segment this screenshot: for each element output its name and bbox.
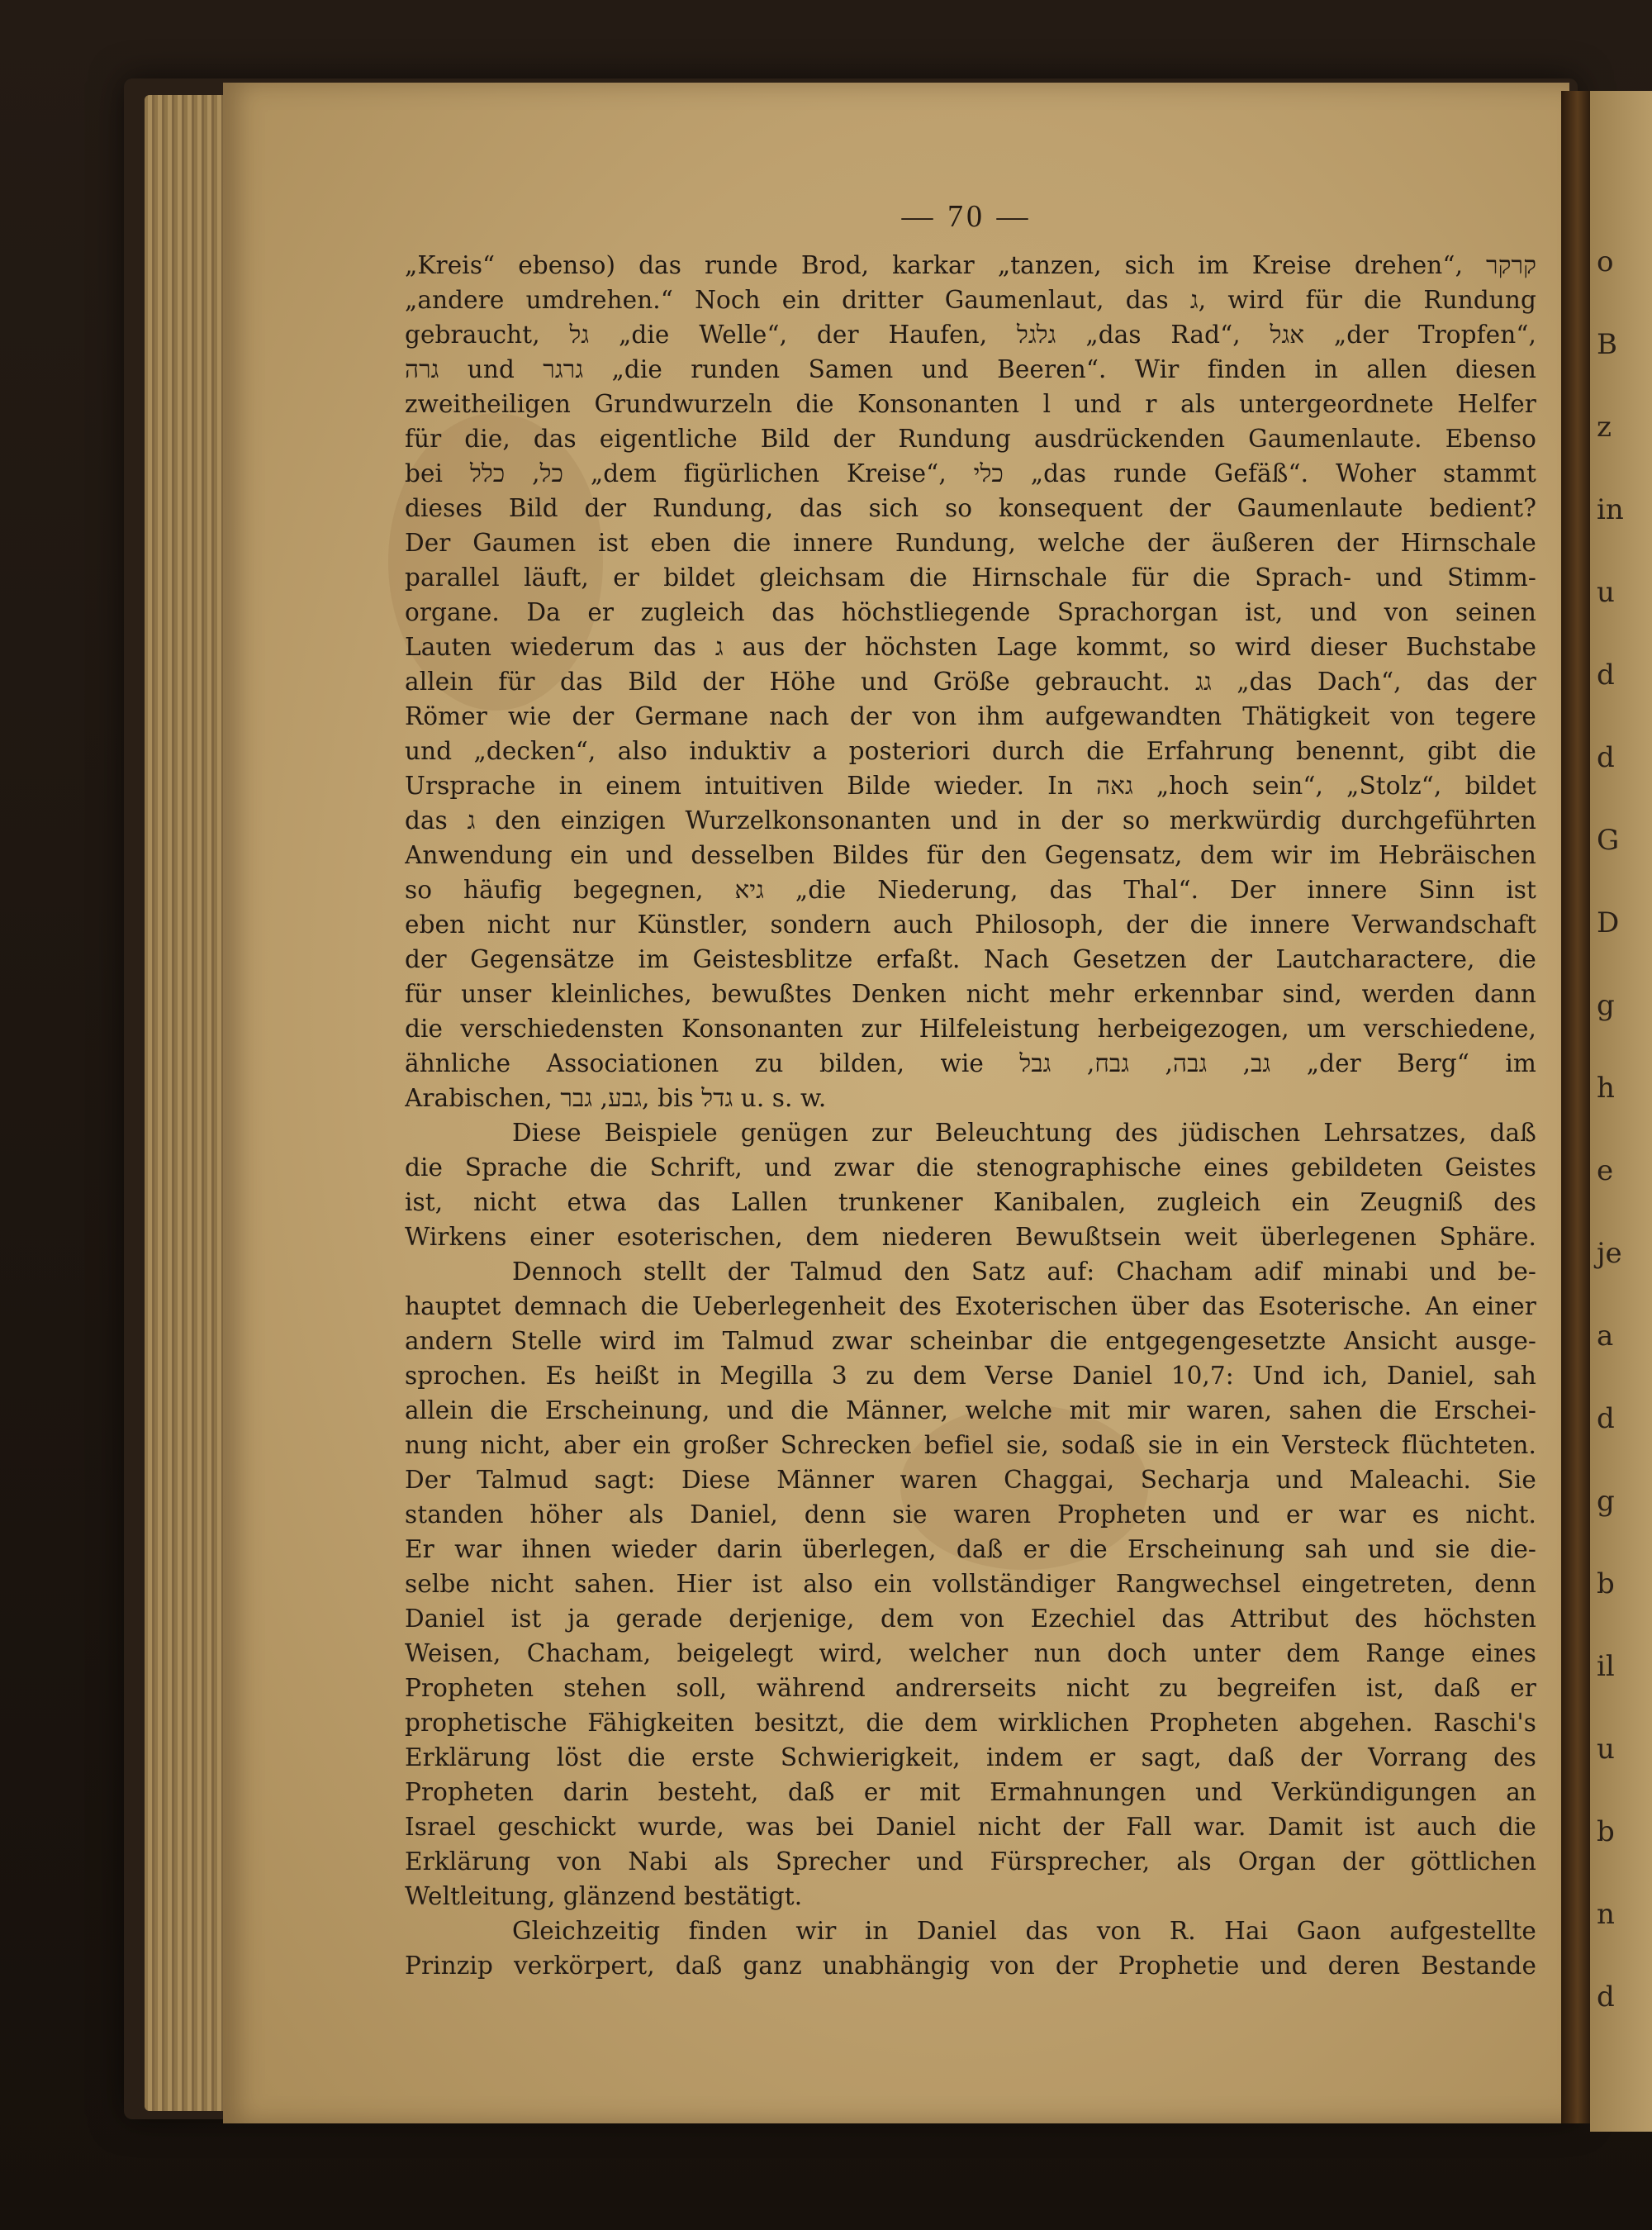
text-line: Der Talmud sagt: Diese Männer waren Chaggai, Secharja und Maleachi. Sie — [405, 1466, 1536, 1494]
adjacent-page-letter: il — [1597, 1650, 1615, 1683]
adjacent-page-letter: n — [1597, 1898, 1615, 1931]
text-line: selbe nicht sahen. Hier ist also ein vollständiger Rangwechsel eingetreten, denn — [405, 1570, 1536, 1598]
text-line: allein die Erscheinung, und die Männer, welche mit mir waren, sahen die Erschei- — [405, 1396, 1536, 1424]
text-line: Der Gaumen ist eben die innere Rundung, welche der äußeren der Hirnschale — [405, 529, 1536, 557]
text-line: „Kreis“ ebenso) das runde Brod, karkar „tanzen, sich im Kreise drehen“, קרקר — [405, 251, 1536, 279]
adjacent-page-letter: B — [1597, 328, 1617, 361]
adjacent-page-letter: d — [1597, 741, 1615, 774]
adjacent-page-letter: je — [1597, 1237, 1622, 1270]
adjacent-page-letter: d — [1597, 659, 1615, 692]
text-line: Weltleitung, glänzend bestätigt. — [405, 1882, 803, 1910]
adjacent-page-letter: G — [1597, 824, 1620, 857]
text-line: zweitheiligen Grundwurzeln die Konsonanten l und r als untergeordnete Helfer — [405, 390, 1536, 418]
text-line: die Sprache die Schrift, und zwar die stenographische eines gebildeten Geistes — [405, 1153, 1536, 1182]
adjacent-page-letter: b — [1597, 1815, 1615, 1848]
adjacent-page-letter: d — [1597, 1980, 1615, 2014]
body-text — [405, 248, 1536, 1983]
adjacent-page-edge — [1590, 91, 1652, 2132]
text-line: Römer wie der Germane nach der von ihm aufgewandten Thätigkeit von tegere — [405, 702, 1536, 730]
text-line: bei כל, כלל „dem figürlichen Kreise“, כלי „das runde Gefäß“. Woher stammt — [405, 459, 1536, 487]
text-line: גרה und גרגר „die runden Samen und Beeren“. Wir finden in allen diesen — [405, 355, 1536, 383]
text-line: Erklärung von Nabi als Sprecher und Fürsprecher, als Organ der göttlichen — [405, 1847, 1536, 1876]
text-line: Weisen, Chacham, beigelegt wird, welcher nun doch unter dem Range eines — [405, 1639, 1536, 1667]
page-edges — [145, 95, 235, 2111]
adjacent-page-letter: D — [1597, 906, 1620, 939]
adjacent-page-letter: d — [1597, 1402, 1615, 1435]
text-line: ähnliche Associationen zu bilden, wie גב, גבה, גבח, גבל „der Berg“ im — [405, 1049, 1536, 1077]
text-line: Er war ihnen wieder darin überlegen, daß er die Erscheinung sah und sie die- — [405, 1535, 1536, 1563]
adjacent-page-letter: b — [1597, 1567, 1615, 1600]
text-line: organe. Da er zugleich das höchstliegende Sprachorgan ist, und von seinen — [405, 598, 1536, 626]
text-line: und „decken“, also induktiv a posteriori durch die Erfahrung benennt, gibt die — [405, 737, 1536, 765]
text-line: Anwendung ein und desselben Bildes für den Gegensatz, dem wir im Hebräischen — [405, 841, 1536, 869]
text-line: „andere umdrehen.“ Noch ein dritter Gaumenlaut, das ג, wird für die Rundung — [405, 286, 1536, 314]
text-line: andern Stelle wird im Talmud zwar scheinbar die entgegengesetzte Ansicht ausge- — [405, 1327, 1536, 1355]
text-line: für die, das eigentliche Bild der Rundung ausdrückenden Gaumenlaute. Ebenso — [405, 425, 1536, 453]
adjacent-page-letter: u — [1597, 1733, 1615, 1766]
text-line: Arabischen, גבע, גבר, bis גדל u. s. w. — [405, 1084, 827, 1112]
adjacent-page-letter: e — [1597, 1154, 1614, 1187]
text-line: nung nicht, aber ein großer Schrecken befiel sie, sodaß sie in ein Versteck flüchteten. — [405, 1431, 1536, 1459]
text-line: das ג den einzigen Wurzelkonsonanten und in der so merkwürdig durchgeführten — [405, 806, 1536, 834]
text-line: dieses Bild der Rundung, das sich so konsequent der Gaumenlaute bedient? — [405, 494, 1536, 522]
text-line: der Gegensätze im Geistesblitze erfaßt. Nach Gesetzen der Lautcharactere, die — [405, 945, 1536, 973]
text-line: allein für das Bild der Höhe und Größe gebraucht. גג „das Dach“, das der — [405, 668, 1536, 696]
text-line: für unser kleinliches, bewußtes Denken nicht mehr erkennbar sind, werden dann — [405, 980, 1536, 1008]
adjacent-page-letter: h — [1597, 1072, 1615, 1105]
adjacent-page-letter: o — [1597, 245, 1614, 278]
text-line: ist, nicht etwa das Lallen trunkener Kanibalen, zugleich ein Zeugniß des — [405, 1188, 1536, 1216]
text-line: Prinzip verkörpert, daß ganz unabhängig von der Prophetie und deren Bestande — [405, 1952, 1536, 1980]
text-line: Erklärung löst die erste Schwierigkeit, indem er sagt, daß der Vorrang des — [405, 1743, 1536, 1771]
page-number: — 70 — — [901, 199, 1032, 234]
adjacent-page-letter: in — [1597, 493, 1624, 526]
text-line: gebraucht, גל „die Welle“, der Haufen, גלגל „das Rad“, אגל „der Tropfen“, — [405, 321, 1536, 349]
text-line: sprochen. Es heißt in Megilla 3 zu dem Verse Daniel 10,7: Und ich, Daniel, sah — [405, 1362, 1536, 1390]
text-line: eben nicht nur Künstler, sondern auch Philosoph, der die innere Verwandschaft — [405, 911, 1536, 939]
book-gutter — [1561, 91, 1594, 2123]
text-line: Ursprache in einem intuitiven Bilde wieder. In גאה „hoch sein“, „Stolz“, bildet — [405, 772, 1536, 800]
text-line: Wirkens einer esoterischen, dem niederen Bewußtsein weit überlegenen Sphäre. — [405, 1223, 1536, 1251]
text-line: standen höher als Daniel, denn sie waren Propheten und er war es nicht. — [405, 1500, 1536, 1529]
text-line: die verschiedensten Konsonanten zur Hilfeleistung herbeigezogen, um verschiedene, — [405, 1015, 1536, 1043]
text-line: Gleichzeitig finden wir in Daniel das von R. Hai Gaon aufgestellte — [512, 1917, 1536, 1945]
adjacent-page-letter: u — [1597, 576, 1615, 609]
adjacent-page-letter: z — [1597, 411, 1612, 444]
adjacent-page-letter: g — [1597, 1485, 1615, 1518]
text-line: Daniel ist ja gerade derjenige, dem von Ezechiel das Attribut des höchsten — [405, 1605, 1536, 1633]
text-line: so häufig begegnen, גיא „die Niederung, das Thal“. Der innere Sinn ist — [405, 876, 1536, 904]
text-line: Propheten darin besteht, daß er mit Ermahnungen und Verkündigungen an — [405, 1778, 1536, 1806]
text-line: Diese Beispiele genügen zur Beleuchtung des jüdischen Lehrsatzes, daß — [512, 1119, 1536, 1147]
text-line: Lauten wiederum das ג aus der höchsten Lage kommt, so wird dieser Buchstabe — [405, 633, 1536, 661]
text-line: hauptet demnach die Ueberlegenheit des Exoterischen über das Esoterische. An einer — [405, 1292, 1536, 1320]
adjacent-page-letter: g — [1597, 989, 1615, 1022]
text-line: Dennoch stellt der Talmud den Satz auf: Chacham adif minabi und be- — [512, 1258, 1536, 1286]
text-line: Propheten stehen soll, während andrerseits nicht zu begreifen ist, daß er — [405, 1674, 1536, 1702]
text-line: Israel geschickt wurde, was bei Daniel nicht der Fall war. Damit ist auch die — [405, 1813, 1536, 1841]
adjacent-page-letter: a — [1597, 1319, 1614, 1353]
text-line: parallel läuft, er bildet gleichsam die Hirnschale für die Sprach- und Stimm- — [405, 563, 1536, 592]
text-line: prophetische Fähigkeiten besitzt, die dem wirklichen Propheten abgehen. Raschi's — [405, 1709, 1536, 1737]
